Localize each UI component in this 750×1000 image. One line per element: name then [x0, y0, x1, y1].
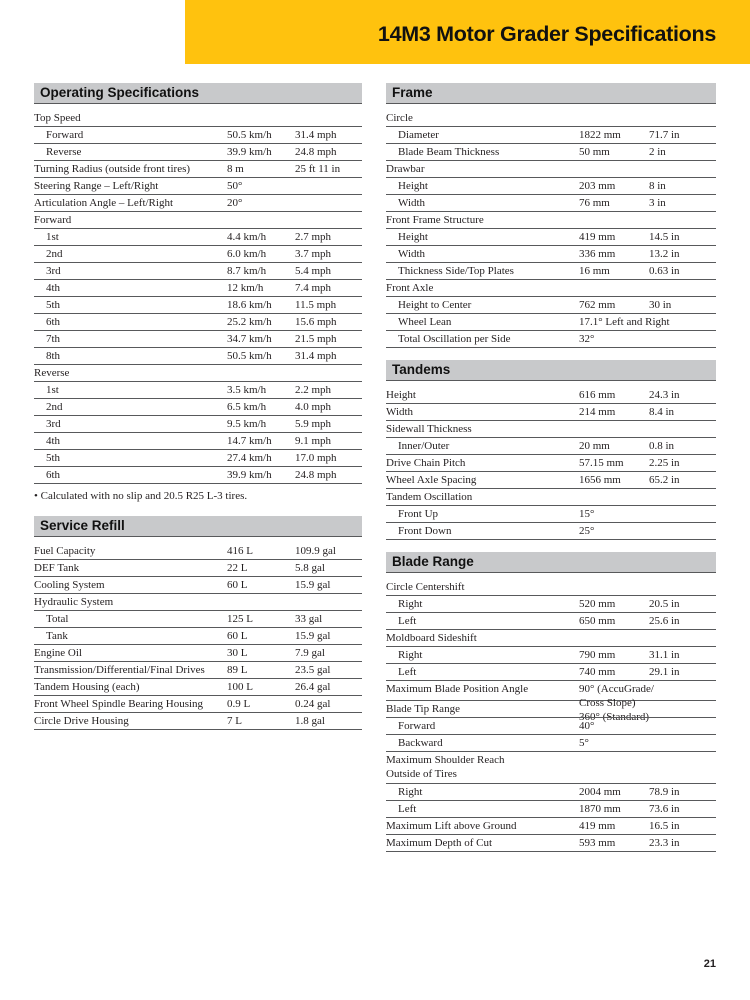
spec-imperial-value: 5.8 gal — [295, 562, 325, 574]
spec-imperial-value: 2.7 mph — [295, 231, 332, 243]
spec-imperial-value: 31.4 mph — [295, 350, 337, 362]
spec-metric-value: 60 L — [227, 579, 248, 591]
spec-metric-value: 4.4 km/h — [227, 231, 267, 243]
spec-label: Forward — [34, 214, 72, 226]
spec-row — [386, 489, 716, 506]
spec-row — [386, 280, 716, 297]
spec-row — [386, 246, 716, 263]
spec-imperial-value: 2.25 in — [649, 457, 680, 469]
spec-imperial-value: 24.8 mph — [295, 146, 337, 158]
spec-row — [34, 365, 362, 382]
spec-metric-value: 203 mm — [579, 180, 616, 192]
spec-metric-value: 125 L — [227, 613, 253, 625]
spec-imperial-value: 20.5 in — [649, 598, 680, 610]
spec-label: Moldboard Sideshift — [386, 632, 477, 644]
right-column — [386, 83, 716, 852]
spec-metric-value: 762 mm — [579, 299, 616, 311]
spec-label: Wheel Lean — [398, 316, 452, 328]
spec-metric-value: 76 mm — [579, 197, 610, 209]
spec-imperial-value: 3.7 mph — [295, 248, 332, 260]
footnote: • Calculated with no slip and 20.5 R25 L-3 tires. — [34, 490, 248, 502]
spec-metric-value: 57.15 mm — [579, 457, 624, 469]
spec-label: 1st — [46, 231, 59, 243]
spec-imperial-value: 8 in — [649, 180, 666, 192]
spec-row — [34, 280, 362, 297]
spec-label: Right — [398, 598, 423, 610]
spec-label: 1st — [46, 384, 59, 396]
spec-label: Front Up — [398, 508, 439, 520]
spec-label: Height — [398, 231, 428, 243]
page-number: 21 — [703, 958, 716, 970]
spec-imperial-value: 65.2 in — [649, 474, 680, 486]
spec-row — [34, 246, 362, 263]
spec-label: 4th — [46, 435, 61, 447]
spec-imperial-value: 2 in — [649, 146, 666, 158]
operating-table — [34, 110, 362, 484]
tandems-table — [386, 387, 716, 540]
spec-label: Height to Center — [398, 299, 472, 311]
spec-imperial-value: 5.9 mph — [295, 418, 332, 430]
spec-label: Circle Centershift — [386, 581, 465, 593]
spec-label: 6th — [46, 469, 61, 481]
spec-row — [386, 212, 716, 229]
spec-row — [34, 195, 362, 212]
spec-metric-value: 0.9 L — [227, 698, 251, 710]
spec-imperial-value: 15.9 gal — [295, 579, 331, 591]
spec-row — [386, 178, 716, 195]
spec-label: Front Wheel Spindle Bearing Housing — [34, 698, 204, 710]
spec-row — [34, 297, 362, 314]
spec-metric-value: 90° (AccuGrade/ Cross Slope) 360° (Standard) — [579, 683, 654, 723]
spec-row — [386, 801, 716, 818]
spec-label: Blade Beam Thickness — [398, 146, 500, 158]
spec-imperial-value: 21.5 mph — [295, 333, 337, 345]
spec-metric-value: 25.2 km/h — [227, 316, 272, 328]
spec-metric-value: 416 L — [227, 545, 253, 557]
spec-label: 8th — [46, 350, 61, 362]
spec-row — [386, 630, 716, 647]
spec-label: Diameter — [398, 129, 439, 141]
spec-row — [386, 647, 716, 664]
spec-row — [34, 382, 362, 399]
spec-imperial-value: 73.6 in — [649, 803, 680, 815]
spec-row — [34, 263, 362, 280]
spec-label: Top Speed — [34, 112, 81, 124]
spec-row — [386, 438, 716, 455]
spec-imperial-value: 0.24 gal — [295, 698, 331, 710]
spec-label: Total — [46, 613, 69, 625]
spec-label: Backward — [398, 737, 443, 749]
spec-label: Hydraulic System — [34, 596, 114, 608]
spec-row — [34, 110, 362, 127]
spec-imperial-value: 31.4 mph — [295, 129, 337, 141]
spec-label: Circle — [386, 112, 413, 124]
spec-label: 7th — [46, 333, 61, 345]
spec-row — [34, 450, 362, 467]
spec-imperial-value: 78.9 in — [649, 786, 680, 798]
spec-metric-value: 520 mm — [579, 598, 616, 610]
spec-metric-value: 50.5 km/h — [227, 350, 272, 362]
spec-metric-value: 7 L — [227, 715, 242, 727]
spec-label: Wheel Axle Spacing — [386, 474, 477, 486]
spec-metric-value: 6.0 km/h — [227, 248, 267, 260]
spec-row — [34, 594, 362, 611]
spec-metric-value: 419 mm — [579, 231, 616, 243]
spec-metric-value: 20° — [227, 197, 243, 209]
spec-row — [34, 560, 362, 577]
spec-imperial-value: 24.3 in — [649, 389, 680, 401]
spec-row — [34, 467, 362, 484]
spec-label: 6th — [46, 316, 61, 328]
spec-label: Tandem Oscillation — [386, 491, 473, 503]
spec-metric-value: 12 km/h — [227, 282, 264, 294]
spec-row — [34, 178, 362, 195]
spec-label: Maximum Blade Position Angle — [386, 683, 529, 695]
spec-metric-value: 50.5 km/h — [227, 129, 272, 141]
spec-row — [34, 696, 362, 713]
spec-row — [386, 718, 716, 735]
spec-label: Turning Radius (outside front tires) — [34, 163, 191, 175]
spec-metric-value: 16 mm — [579, 265, 610, 277]
spec-row — [386, 596, 716, 613]
spec-row — [386, 784, 716, 801]
spec-imperial-value: 109.9 gal — [295, 545, 336, 557]
spec-imperial-value: 11.5 mph — [295, 299, 337, 311]
spec-label: Reverse — [34, 367, 70, 379]
spec-row — [34, 628, 362, 645]
spec-metric-value: 214 mm — [579, 406, 616, 418]
spec-label: Engine Oil — [34, 647, 82, 659]
spec-label: Tandem Housing (each) — [34, 681, 140, 693]
left-column — [34, 83, 362, 730]
spec-label: Front Axle — [386, 282, 434, 294]
spec-label: Left — [398, 666, 417, 678]
spec-label: Total Oscillation per Side — [398, 333, 511, 345]
spec-row — [34, 229, 362, 246]
page-title: 14M3 Motor Grader Specifications — [377, 22, 716, 46]
spec-metric-value: 3.5 km/h — [227, 384, 267, 396]
spec-imperial-value: 15.9 gal — [295, 630, 331, 642]
spec-imperial-value: 23.3 in — [649, 837, 680, 849]
spec-row — [386, 314, 716, 331]
spec-row — [386, 404, 716, 421]
spec-metric-value: 18.6 km/h — [227, 299, 272, 311]
spec-label: Transmission/Differential/Final Drives — [34, 664, 205, 676]
spec-metric-value: 100 L — [227, 681, 253, 693]
spec-row — [34, 577, 362, 594]
spec-label: Steering Range – Left/Right — [34, 180, 159, 192]
spec-label: Maximum Lift above Ground — [386, 820, 517, 832]
spec-label: Reverse — [46, 146, 82, 158]
spec-metric-value: 20 mm — [579, 440, 610, 452]
spec-metric-value: 593 mm — [579, 837, 616, 849]
spec-imperial-value: 33 gal — [295, 613, 323, 625]
spec-row — [34, 348, 362, 365]
spec-imperial-value: 8.4 in — [649, 406, 675, 418]
spec-row — [386, 110, 716, 127]
spec-label: Forward — [398, 720, 436, 732]
spec-label: Inner/Outer — [398, 440, 450, 452]
spec-metric-value: 336 mm — [579, 248, 616, 260]
spec-metric-value: 1870 mm — [579, 803, 621, 815]
spec-row — [386, 523, 716, 540]
spec-metric-value: 17.1° Left and Right — [579, 316, 670, 328]
spec-label: Right — [398, 786, 423, 798]
spec-row — [386, 331, 716, 348]
spec-metric-value: 25° — [579, 525, 595, 537]
spec-metric-value: 5° — [579, 737, 589, 749]
spec-metric-value: 89 L — [227, 664, 248, 676]
spec-imperial-value: 26.4 gal — [295, 681, 331, 693]
spec-label: Circle Drive Housing — [34, 715, 129, 727]
spec-label: Maximum Shoulder Reach Outside of Tires — [386, 754, 505, 780]
frame-table — [386, 110, 716, 348]
spec-label: Forward — [46, 129, 84, 141]
spec-row — [34, 611, 362, 628]
spec-row — [386, 195, 716, 212]
spec-row — [34, 433, 362, 450]
spec-label: 4th — [46, 282, 61, 294]
spec-metric-value: 419 mm — [579, 820, 616, 832]
spec-label: Height — [386, 389, 416, 401]
spec-metric-value: 14.7 km/h — [227, 435, 272, 447]
spec-metric-value: 32° — [579, 333, 595, 345]
section-heading-blade-range: Blade Range — [386, 552, 716, 573]
spec-label: DEF Tank — [34, 562, 80, 574]
section-heading-frame: Frame — [386, 83, 716, 104]
spec-row — [386, 613, 716, 630]
spec-label: Drawbar — [386, 163, 425, 175]
spec-imperial-value: 0.63 in — [649, 265, 680, 277]
spec-metric-value: 39.9 km/h — [227, 469, 272, 481]
spec-row — [386, 387, 716, 404]
spec-row — [34, 161, 362, 178]
spec-imperial-value: 29.1 in — [649, 666, 680, 678]
spec-row — [386, 835, 716, 852]
spec-label: Cooling System — [34, 579, 105, 591]
spec-imperial-value: 15.6 mph — [295, 316, 337, 328]
spec-row — [386, 263, 716, 280]
spec-metric-value: 50 mm — [579, 146, 610, 158]
spec-label: Left — [398, 803, 417, 815]
spec-imperial-value: 2.2 mph — [295, 384, 332, 396]
spec-metric-value: 1822 mm — [579, 129, 621, 141]
spec-label: Right — [398, 649, 423, 661]
spec-metric-value: 9.5 km/h — [227, 418, 267, 430]
spec-row — [386, 506, 716, 523]
spec-imperial-value: 13.2 in — [649, 248, 680, 260]
spec-imperial-value: 9.1 mph — [295, 435, 332, 447]
refill-table — [34, 543, 362, 730]
spec-imperial-value: 5.4 mph — [295, 265, 332, 277]
spec-metric-value: 40° — [579, 720, 595, 732]
spec-label: Sidewall Thickness — [386, 423, 472, 435]
spec-imperial-value: 7.9 gal — [295, 647, 325, 659]
spec-imperial-value: 3 in — [649, 197, 666, 209]
spec-row — [386, 579, 716, 596]
spec-imperial-value: 71.7 in — [649, 129, 680, 141]
spec-metric-value: 50° — [227, 180, 243, 192]
spec-label: Articulation Angle – Left/Right — [34, 197, 174, 209]
spec-row — [386, 472, 716, 489]
spec-metric-value: 15° — [579, 508, 595, 520]
spec-imperial-value: 24.8 mph — [295, 469, 337, 481]
spec-row — [386, 752, 716, 784]
spec-label: Tank — [46, 630, 68, 642]
spec-row — [386, 421, 716, 438]
spec-label: Height — [398, 180, 428, 192]
spec-label: Fuel Capacity — [34, 545, 96, 557]
spec-row — [386, 735, 716, 752]
spec-label: Width — [398, 197, 426, 209]
spec-label: Blade Tip Range — [386, 703, 460, 715]
spec-imperial-value: 14.5 in — [649, 231, 680, 243]
spec-row — [34, 212, 362, 229]
spec-imperial-value: 25 ft 11 in — [295, 163, 341, 175]
spec-metric-value: 616 mm — [579, 389, 616, 401]
spec-row — [34, 331, 362, 348]
spec-row — [386, 161, 716, 178]
spec-label: Maximum Depth of Cut — [386, 837, 493, 849]
spec-row — [34, 399, 362, 416]
spec-row — [34, 662, 362, 679]
spec-label: Drive Chain Pitch — [386, 457, 466, 469]
spec-imperial-value: 7.4 mph — [295, 282, 332, 294]
spec-label: 5th — [46, 299, 61, 311]
spec-label: Front Frame Structure — [386, 214, 484, 226]
spec-label: Width — [398, 248, 426, 260]
spec-imperial-value: 16.5 in — [649, 820, 680, 832]
spec-row — [34, 543, 362, 560]
spec-label: Front Down — [398, 525, 452, 537]
spec-label: Left — [398, 615, 417, 627]
spec-row — [386, 127, 716, 144]
section-heading-tandems: Tandems — [386, 360, 716, 381]
spec-imperial-value: 1.8 gal — [295, 715, 325, 727]
title-banner — [185, 0, 750, 64]
spec-label: 5th — [46, 452, 61, 464]
spec-imperial-value: 30 in — [649, 299, 672, 311]
spec-row — [34, 679, 362, 696]
spec-metric-value: 39.9 km/h — [227, 146, 272, 158]
spec-row — [34, 127, 362, 144]
spec-label: 2nd — [46, 401, 63, 413]
spec-metric-value: 27.4 km/h — [227, 452, 272, 464]
spec-metric-value: 8.7 km/h — [227, 265, 267, 277]
spec-metric-value: 650 mm — [579, 615, 616, 627]
spec-row — [34, 314, 362, 331]
spec-metric-value: 2004 mm — [579, 786, 621, 798]
spec-imperial-value: 4.0 mph — [295, 401, 332, 413]
spec-imperial-value: 0.8 in — [649, 440, 675, 452]
blade-range-table — [386, 579, 716, 852]
spec-row — [386, 818, 716, 835]
spec-row — [386, 297, 716, 314]
spec-metric-value: 740 mm — [579, 666, 616, 678]
spec-metric-value: 30 L — [227, 647, 248, 659]
spec-imperial-value: 25.6 in — [649, 615, 680, 627]
spec-row — [34, 144, 362, 161]
spec-row — [386, 144, 716, 161]
spec-row — [34, 713, 362, 730]
spec-imperial-value: 31.1 in — [649, 649, 680, 661]
spec-imperial-value: 17.0 mph — [295, 452, 337, 464]
spec-row — [386, 664, 716, 681]
spec-imperial-value: 23.5 gal — [295, 664, 331, 676]
spec-label: Thickness Side/Top Plates — [398, 265, 514, 277]
spec-label: 3rd — [46, 418, 61, 430]
section-heading-refill: Service Refill — [34, 516, 362, 537]
spec-metric-value: 60 L — [227, 630, 248, 642]
spec-metric-value: 6.5 km/h — [227, 401, 267, 413]
spec-metric-value: 22 L — [227, 562, 248, 574]
spec-label: Width — [386, 406, 414, 418]
spec-metric-value: 1656 mm — [579, 474, 621, 486]
spec-row — [386, 455, 716, 472]
spec-metric-value: 790 mm — [579, 649, 616, 661]
spec-row — [386, 229, 716, 246]
spec-row — [34, 645, 362, 662]
spec-row — [34, 416, 362, 433]
spec-label: 2nd — [46, 248, 63, 260]
spec-metric-value: 8 m — [227, 163, 244, 175]
spec-metric-value: 34.7 km/h — [227, 333, 272, 345]
spec-label: 3rd — [46, 265, 61, 277]
spec-row — [386, 701, 716, 718]
section-heading-operating: Operating Specifications — [34, 83, 362, 104]
